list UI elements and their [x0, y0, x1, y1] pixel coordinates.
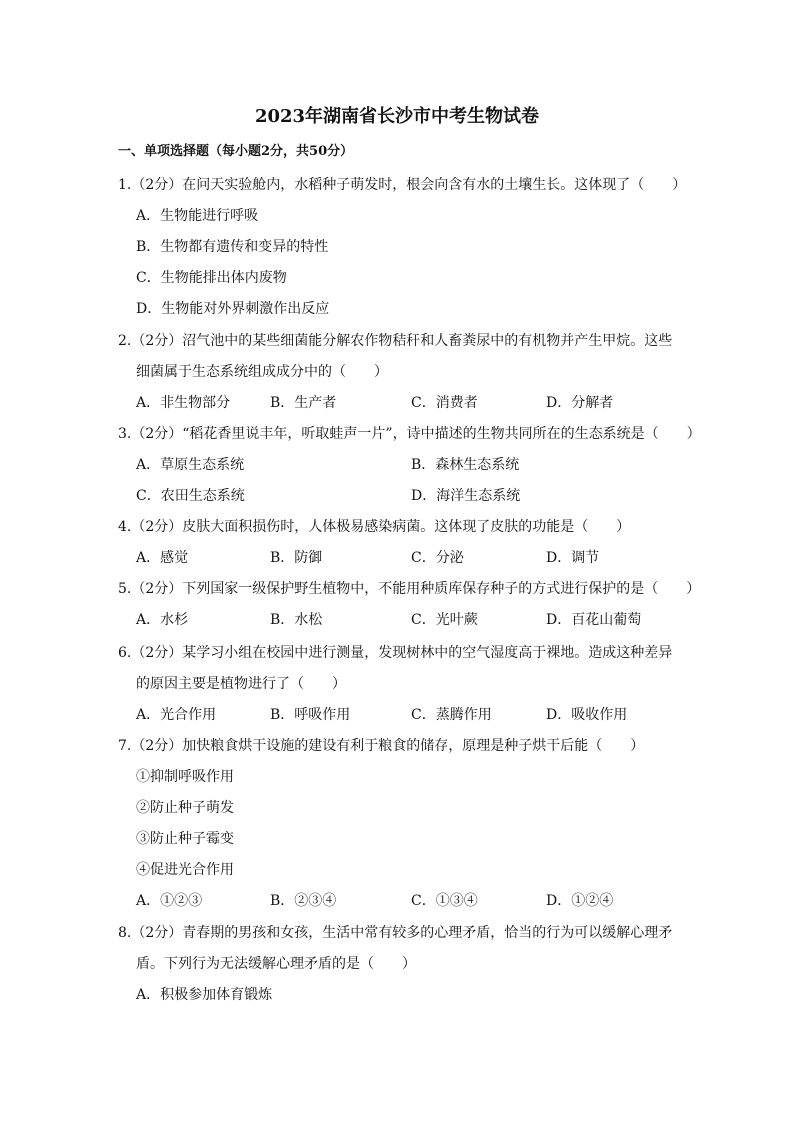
question-3-stem: 3.（2分）“稻花香里说丰年，听取蛙声一片”，诗中描述的生物共同所在的生态系统是（ ）: [118, 426, 701, 442]
question-7-option-c: C．①③④: [411, 893, 478, 909]
question-2-option-a: A．非生物部分: [136, 395, 231, 411]
question-3-option-a: A．草原生态系统: [136, 457, 245, 473]
question-7-stem: 7.（2分）加快粮食烘干设施的建设有利于粮食的储存，原理是种子烘干后能（ ）: [118, 738, 645, 754]
question-5-option-c: C．光叶蕨: [411, 612, 478, 628]
question-4-option-d: D．调节: [546, 550, 600, 566]
question-6-option-d: D．吸收作用: [546, 707, 628, 723]
question-1-option-c: C．生物能排出体内废物: [136, 270, 287, 286]
question-7-option-d: D．①②④: [546, 893, 614, 909]
question-3-option-d: D．海洋生态系统: [411, 488, 521, 504]
question-7-item-3: ③防止种子霉变: [136, 831, 234, 847]
question-8-option-a: A．积极参加体育锻炼: [136, 987, 273, 1003]
section-heading: 一、单项选择题（每小题2分，共50分）: [118, 144, 354, 159]
question-5-stem: 5.（2分）下列国家一级保护野生植物中，不能用种质库保存种子的方式进行保护的是（ ）: [118, 581, 701, 597]
question-2-option-d: D．分解者: [546, 395, 614, 411]
question-8-stem-line-1: 8.（2分）青春期的男孩和女孩，生活中常有较多的心理矛盾，恰当的行为可以缓解心理矛: [118, 925, 673, 941]
question-6-option-c: C．蒸腾作用: [411, 707, 492, 723]
question-5-option-a: A．水杉: [136, 612, 189, 628]
question-7-option-b: B．②③④: [270, 893, 337, 909]
question-4-stem: 4.（2分）皮肤大面积损伤时，人体极易感染病菌。这体现了皮肤的功能是（ ）: [118, 519, 631, 535]
question-1-option-d: D．生物能对外界刺激作出反应: [136, 301, 330, 317]
question-4-option-c: C．分泌: [411, 550, 464, 566]
question-7-item-2: ②防止种子萌发: [136, 800, 234, 816]
question-6-stem-line-1: 6.（2分）某学习小组在校园中进行测量，发现树林中的空气湿度高于裸地。造成这种差异: [118, 645, 673, 661]
question-1-stem: 1.（2分）在问天实验舱内，水稻种子萌发时，根会向含有水的土壤生长。这体现了（ ）: [118, 177, 687, 193]
question-5-option-d: D．百花山葡萄: [546, 612, 642, 628]
question-8-stem-line-2: 盾。下列行为无法缓解心理矛盾的是（ ）: [136, 956, 416, 972]
question-2-stem-line-1: 2.（2分）沼气池中的某些细菌能分解农作物秸秆和人畜粪尿中的有机物并产生甲烷。这些: [118, 333, 673, 349]
question-3-option-c: C．农田生态系统: [136, 488, 245, 504]
question-4-option-b: B．防御: [270, 550, 323, 566]
question-7-item-1: ①抑制呼吸作用: [136, 769, 234, 785]
question-5-option-b: B．水松: [270, 612, 323, 628]
question-1-option-a: A．生物能进行呼吸: [136, 208, 259, 224]
question-2-stem-line-2: 细菌属于生态系统组成成分中的（ ）: [136, 364, 388, 380]
question-6-stem-line-2: 的原因主要是植物进行了（ ）: [136, 676, 346, 692]
question-6-option-a: A．光合作用: [136, 707, 217, 723]
question-2-option-b: B．生产者: [270, 395, 337, 411]
question-7-option-a: A．①②③: [136, 893, 203, 909]
question-7-item-4: ④促进光合作用: [136, 862, 234, 878]
question-6-option-b: B．呼吸作用: [270, 707, 351, 723]
question-2-option-c: C．消费者: [411, 395, 478, 411]
question-1-option-b: B．生物都有遗传和变异的特性: [136, 239, 329, 255]
question-3-option-b: B．森林生态系统: [411, 457, 520, 473]
question-4-option-a: A．感觉: [136, 550, 189, 566]
exam-title: 2023年湖南省长沙市中考生物试卷: [254, 106, 540, 127]
